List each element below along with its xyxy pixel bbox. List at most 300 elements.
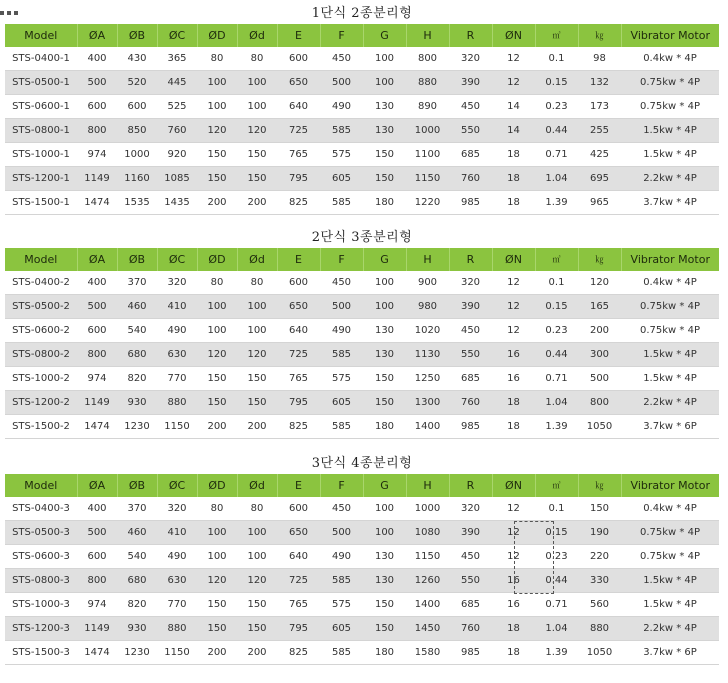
column-header: ØD bbox=[197, 474, 237, 497]
spec-cell: 770 bbox=[157, 367, 197, 391]
model-cell: STS-1200-1 bbox=[5, 167, 77, 191]
spec-cell: 430 bbox=[117, 47, 157, 71]
spec-cell: 16 bbox=[492, 367, 535, 391]
spec-cell: 500 bbox=[77, 71, 117, 95]
table-row bbox=[5, 71, 719, 95]
spec-cell: 0.71 bbox=[535, 143, 578, 167]
spec-cell: 1230 bbox=[117, 415, 157, 439]
spec-cell: 825 bbox=[277, 641, 320, 665]
spec-cell: 220 bbox=[578, 545, 621, 569]
spec-cell: 985 bbox=[449, 415, 492, 439]
spec-cell: 0.23 bbox=[535, 95, 578, 119]
spec-cell: 685 bbox=[449, 143, 492, 167]
spec-cell: 1149 bbox=[77, 391, 117, 415]
spec-cell: 190 bbox=[578, 521, 621, 545]
column-header: H bbox=[406, 474, 449, 497]
spec-cell: 0.71 bbox=[535, 367, 578, 391]
table-row bbox=[5, 319, 719, 343]
spec-cell: 80 bbox=[237, 497, 277, 521]
spec-cell: 795 bbox=[277, 391, 320, 415]
spec-cell: 80 bbox=[197, 271, 237, 295]
column-header: R bbox=[449, 24, 492, 47]
model-cell: STS-1500-1 bbox=[5, 191, 77, 215]
spec-cell: 100 bbox=[197, 319, 237, 343]
spec-cell: 600 bbox=[277, 47, 320, 71]
spec-cell: 150 bbox=[363, 391, 406, 415]
spec-cell: 14 bbox=[492, 119, 535, 143]
spec-cell: 0.23 bbox=[535, 319, 578, 343]
spec-cell: 605 bbox=[320, 617, 363, 641]
column-header: Model bbox=[5, 24, 77, 47]
spec-cell: 150 bbox=[237, 143, 277, 167]
spec-cell: 1130 bbox=[406, 343, 449, 367]
column-header: Ød bbox=[237, 24, 277, 47]
spec-cell: 0.4kw * 4P bbox=[621, 497, 719, 521]
column-header: R bbox=[449, 248, 492, 271]
spec-cell: 180 bbox=[363, 415, 406, 439]
spec-cell: 1474 bbox=[77, 191, 117, 215]
spec-cell: 1400 bbox=[406, 593, 449, 617]
spec-cell: 490 bbox=[157, 319, 197, 343]
spec-cell: 600 bbox=[77, 95, 117, 119]
spec-cell: 200 bbox=[237, 191, 277, 215]
table-row bbox=[5, 593, 719, 617]
column-header: ØB bbox=[117, 24, 157, 47]
spec-cell: 390 bbox=[449, 71, 492, 95]
spec-cell: 120 bbox=[197, 343, 237, 367]
spec-cell: 320 bbox=[449, 47, 492, 71]
column-header: ㎏ bbox=[578, 24, 621, 47]
table-row bbox=[5, 167, 719, 191]
spec-cell: 695 bbox=[578, 167, 621, 191]
spec-cell: 850 bbox=[117, 119, 157, 143]
spec-cell: 500 bbox=[77, 521, 117, 545]
spec-cell: 1260 bbox=[406, 569, 449, 593]
model-cell: STS-1000-2 bbox=[5, 367, 77, 391]
spec-cell: 560 bbox=[578, 593, 621, 617]
spec-cell: 80 bbox=[237, 47, 277, 71]
spec-cell: 100 bbox=[197, 71, 237, 95]
spec-cell: 150 bbox=[197, 593, 237, 617]
spec-cell: 1080 bbox=[406, 521, 449, 545]
spec-cell: 0.44 bbox=[535, 119, 578, 143]
spec-cell: 605 bbox=[320, 167, 363, 191]
spec-cell: 1150 bbox=[406, 545, 449, 569]
spec-cell: 520 bbox=[117, 71, 157, 95]
column-header: ØN bbox=[492, 474, 535, 497]
column-header: H bbox=[406, 248, 449, 271]
spec-cell: 585 bbox=[320, 119, 363, 143]
section-1 bbox=[5, 4, 719, 215]
spec-cell: 600 bbox=[77, 319, 117, 343]
spec-cell: 100 bbox=[363, 47, 406, 71]
spec-cell: 18 bbox=[492, 143, 535, 167]
spec-cell: 1149 bbox=[77, 167, 117, 191]
spec-cell: 1000 bbox=[406, 497, 449, 521]
spec-cell: 985 bbox=[449, 641, 492, 665]
spec-cell: 130 bbox=[363, 343, 406, 367]
model-cell: STS-0600-2 bbox=[5, 319, 77, 343]
spec-cell: 18 bbox=[492, 167, 535, 191]
spec-cell: 500 bbox=[320, 295, 363, 319]
spec-cell: 800 bbox=[77, 569, 117, 593]
spec-cell: 540 bbox=[117, 545, 157, 569]
spec-cell: 1.39 bbox=[535, 191, 578, 215]
spec-cell: 100 bbox=[237, 319, 277, 343]
spec-cell: 585 bbox=[320, 569, 363, 593]
spec-cell: 130 bbox=[363, 569, 406, 593]
spec-cell: 0.75kw * 4P bbox=[621, 95, 719, 119]
spec-cell: 0.75kw * 4P bbox=[621, 71, 719, 95]
spec-cell: 1.04 bbox=[535, 391, 578, 415]
spec-cell: 725 bbox=[277, 119, 320, 143]
spec-cell: 760 bbox=[157, 119, 197, 143]
table-row bbox=[5, 415, 719, 439]
spec-cell: 450 bbox=[320, 271, 363, 295]
column-header: ØC bbox=[157, 474, 197, 497]
column-header: ㎏ bbox=[578, 248, 621, 271]
spec-cell: 585 bbox=[320, 191, 363, 215]
spec-cell: 173 bbox=[578, 95, 621, 119]
model-cell: STS-0600-1 bbox=[5, 95, 77, 119]
spec-cell: 0.15 bbox=[535, 295, 578, 319]
column-header: E bbox=[277, 24, 320, 47]
spec-cell: 320 bbox=[449, 271, 492, 295]
spec-cell: 680 bbox=[117, 569, 157, 593]
spec-cell: 150 bbox=[363, 167, 406, 191]
spec-cell: 0.75kw * 4P bbox=[621, 295, 719, 319]
spec-cell: 200 bbox=[197, 641, 237, 665]
spec-cell: 550 bbox=[449, 343, 492, 367]
spec-cell: 98 bbox=[578, 47, 621, 71]
spec-cell: 930 bbox=[117, 617, 157, 641]
spec-cell: 150 bbox=[197, 367, 237, 391]
spec-cell: 390 bbox=[449, 295, 492, 319]
model-cell: STS-1000-3 bbox=[5, 593, 77, 617]
column-header: H bbox=[406, 24, 449, 47]
spec-cell: 150 bbox=[237, 593, 277, 617]
column-header: ØB bbox=[117, 248, 157, 271]
spec-cell: 450 bbox=[320, 497, 363, 521]
spec-cell: 100 bbox=[237, 295, 277, 319]
spec-cell: 650 bbox=[277, 295, 320, 319]
column-header: F bbox=[320, 474, 363, 497]
spec-cell: 725 bbox=[277, 343, 320, 367]
spec-cell: 445 bbox=[157, 71, 197, 95]
spec-cell: 100 bbox=[363, 521, 406, 545]
spec-cell: 600 bbox=[117, 95, 157, 119]
spec-cell: 200 bbox=[197, 191, 237, 215]
spec-cell: 550 bbox=[449, 119, 492, 143]
spec-cell: 600 bbox=[77, 545, 117, 569]
spec-cell: 1.5kw * 4P bbox=[621, 143, 719, 167]
spec-cell: 12 bbox=[492, 47, 535, 71]
spec-table bbox=[5, 474, 719, 665]
spec-cell: 12 bbox=[492, 521, 535, 545]
spec-cell: 490 bbox=[320, 95, 363, 119]
spec-cell: 795 bbox=[277, 617, 320, 641]
spec-cell: 425 bbox=[578, 143, 621, 167]
spec-cell: 450 bbox=[449, 95, 492, 119]
table-row bbox=[5, 497, 719, 521]
spec-cell: 150 bbox=[237, 391, 277, 415]
spec-cell: 1250 bbox=[406, 367, 449, 391]
spec-cell: 880 bbox=[406, 71, 449, 95]
spec-cell: 974 bbox=[77, 367, 117, 391]
spec-cell: 1149 bbox=[77, 617, 117, 641]
spec-cell: 12 bbox=[492, 319, 535, 343]
spec-cell: 920 bbox=[157, 143, 197, 167]
model-cell: STS-1500-3 bbox=[5, 641, 77, 665]
spec-cell: 1.39 bbox=[535, 641, 578, 665]
model-cell: STS-0400-2 bbox=[5, 271, 77, 295]
spec-cell: 800 bbox=[406, 47, 449, 71]
spec-cell: 300 bbox=[578, 343, 621, 367]
spec-cell: 680 bbox=[117, 343, 157, 367]
spec-cell: 150 bbox=[363, 367, 406, 391]
spec-cell: 585 bbox=[320, 415, 363, 439]
column-header: ㎥ bbox=[535, 474, 578, 497]
spec-cell: 1150 bbox=[157, 641, 197, 665]
spec-cell: 965 bbox=[578, 191, 621, 215]
table-row bbox=[5, 521, 719, 545]
spec-cell: 130 bbox=[363, 319, 406, 343]
spec-cell: 490 bbox=[157, 545, 197, 569]
model-cell: STS-0500-2 bbox=[5, 295, 77, 319]
spec-cell: 820 bbox=[117, 367, 157, 391]
spec-cell: 1.5kw * 4P bbox=[621, 593, 719, 617]
spec-cell: 575 bbox=[320, 143, 363, 167]
column-header: Ød bbox=[237, 248, 277, 271]
spec-cell: 100 bbox=[237, 71, 277, 95]
model-cell: STS-1200-3 bbox=[5, 617, 77, 641]
spec-cell: 2.2kw * 4P bbox=[621, 617, 719, 641]
spec-cell: 390 bbox=[449, 521, 492, 545]
spec-cell: 18 bbox=[492, 191, 535, 215]
spec-cell: 120 bbox=[237, 119, 277, 143]
spec-cell: 3.7kw * 4P bbox=[621, 191, 719, 215]
column-header: Ød bbox=[237, 474, 277, 497]
spec-cell: 150 bbox=[363, 593, 406, 617]
spec-cell: 12 bbox=[492, 71, 535, 95]
spec-cell: 100 bbox=[197, 521, 237, 545]
spec-cell: 880 bbox=[578, 617, 621, 641]
spec-cell: 255 bbox=[578, 119, 621, 143]
spec-cell: 1300 bbox=[406, 391, 449, 415]
spec-cell: 825 bbox=[277, 415, 320, 439]
spec-cell: 100 bbox=[197, 95, 237, 119]
spec-cell: 525 bbox=[157, 95, 197, 119]
column-header: ㎏ bbox=[578, 474, 621, 497]
spec-cell: 1474 bbox=[77, 415, 117, 439]
spec-cell: 0.1 bbox=[535, 271, 578, 295]
column-header: F bbox=[320, 24, 363, 47]
spec-cell: 540 bbox=[117, 319, 157, 343]
spec-cell: 400 bbox=[77, 47, 117, 71]
spec-cell: 3.7kw * 6P bbox=[621, 641, 719, 665]
spec-cell: 650 bbox=[277, 521, 320, 545]
spec-cell: 1.04 bbox=[535, 617, 578, 641]
column-header: ØC bbox=[157, 24, 197, 47]
spec-table bbox=[5, 248, 719, 439]
spec-cell: 880 bbox=[157, 617, 197, 641]
section-title: 1단식 2종분리형 bbox=[311, 6, 413, 21]
spec-cell: 0.15 bbox=[535, 71, 578, 95]
spec-cell: 500 bbox=[77, 295, 117, 319]
spec-cell: 132 bbox=[578, 71, 621, 95]
column-header: ØA bbox=[77, 248, 117, 271]
spec-cell: 100 bbox=[237, 545, 277, 569]
spec-cell: 765 bbox=[277, 367, 320, 391]
table-row bbox=[5, 617, 719, 641]
spec-cell: 0.75kw * 4P bbox=[621, 545, 719, 569]
column-header: E bbox=[277, 248, 320, 271]
spec-cell: 550 bbox=[449, 569, 492, 593]
table-row bbox=[5, 119, 719, 143]
spec-cell: 800 bbox=[77, 343, 117, 367]
model-cell: STS-0800-2 bbox=[5, 343, 77, 367]
column-header: Vibrator Motor bbox=[621, 24, 719, 47]
spec-cell: 0.4kw * 4P bbox=[621, 271, 719, 295]
spec-cell: 640 bbox=[277, 319, 320, 343]
spec-cell: 765 bbox=[277, 143, 320, 167]
spec-cell: 1160 bbox=[117, 167, 157, 191]
spec-cell: 330 bbox=[578, 569, 621, 593]
spec-cell: 16 bbox=[492, 569, 535, 593]
spec-cell: 320 bbox=[449, 497, 492, 521]
column-header: ㎥ bbox=[535, 24, 578, 47]
table-row bbox=[5, 295, 719, 319]
spec-cell: 150 bbox=[578, 497, 621, 521]
column-header: Model bbox=[5, 474, 77, 497]
column-header: E bbox=[277, 474, 320, 497]
spec-cell: 80 bbox=[237, 271, 277, 295]
spec-cell: 630 bbox=[157, 343, 197, 367]
column-header: ØC bbox=[157, 248, 197, 271]
model-cell: STS-1000-1 bbox=[5, 143, 77, 167]
spec-cell: 490 bbox=[320, 319, 363, 343]
spec-cell: 100 bbox=[237, 95, 277, 119]
spec-table bbox=[5, 24, 719, 215]
spec-cell: 18 bbox=[492, 617, 535, 641]
spec-cell: 585 bbox=[320, 641, 363, 665]
spec-cell: 1.5kw * 4P bbox=[621, 367, 719, 391]
spec-cell: 1535 bbox=[117, 191, 157, 215]
spec-cell: 410 bbox=[157, 521, 197, 545]
spec-cell: 1050 bbox=[578, 415, 621, 439]
spec-cell: 0.4kw * 4P bbox=[621, 47, 719, 71]
section-title: 2단식 3종분리형 bbox=[311, 230, 413, 245]
spec-cell: 974 bbox=[77, 143, 117, 167]
spec-cell: 1435 bbox=[157, 191, 197, 215]
spec-cell: 370 bbox=[117, 497, 157, 521]
spec-cell: 150 bbox=[237, 367, 277, 391]
spec-cell: 725 bbox=[277, 569, 320, 593]
column-header: R bbox=[449, 474, 492, 497]
header-row bbox=[5, 24, 719, 47]
spec-cell: 200 bbox=[578, 319, 621, 343]
spec-cell: 450 bbox=[449, 545, 492, 569]
spec-cell: 1450 bbox=[406, 617, 449, 641]
model-cell: STS-1500-2 bbox=[5, 415, 77, 439]
spec-cell: 100 bbox=[197, 295, 237, 319]
spec-cell: 450 bbox=[449, 319, 492, 343]
header-row bbox=[5, 248, 719, 271]
model-cell: STS-0600-3 bbox=[5, 545, 77, 569]
spec-cell: 100 bbox=[197, 545, 237, 569]
section-2 bbox=[5, 228, 719, 439]
section-3 bbox=[5, 454, 719, 665]
model-cell: STS-0500-1 bbox=[5, 71, 77, 95]
column-header: ØD bbox=[197, 248, 237, 271]
spec-cell: 100 bbox=[363, 497, 406, 521]
spec-cell: 320 bbox=[157, 497, 197, 521]
spec-cell: 800 bbox=[578, 391, 621, 415]
spec-cell: 0.75kw * 4P bbox=[621, 319, 719, 343]
spec-cell: 1020 bbox=[406, 319, 449, 343]
spec-cell: 930 bbox=[117, 391, 157, 415]
spec-cell: 0.1 bbox=[535, 497, 578, 521]
spec-cell: 80 bbox=[197, 47, 237, 71]
spec-cell: 685 bbox=[449, 593, 492, 617]
spec-cell: 400 bbox=[77, 271, 117, 295]
spec-cell: 365 bbox=[157, 47, 197, 71]
spec-cell: 490 bbox=[320, 545, 363, 569]
spec-cell: 575 bbox=[320, 593, 363, 617]
spec-cell: 880 bbox=[157, 391, 197, 415]
spec-cell: 80 bbox=[197, 497, 237, 521]
table-row bbox=[5, 191, 719, 215]
spec-cell: 150 bbox=[197, 143, 237, 167]
spec-cell: 1.5kw * 4P bbox=[621, 569, 719, 593]
column-header: Model bbox=[5, 248, 77, 271]
column-header: G bbox=[363, 24, 406, 47]
spec-cell: 605 bbox=[320, 391, 363, 415]
spec-cell: 100 bbox=[363, 71, 406, 95]
spec-cell: 150 bbox=[197, 617, 237, 641]
spec-cell: 500 bbox=[320, 521, 363, 545]
model-cell: STS-0400-1 bbox=[5, 47, 77, 71]
spec-cell: 180 bbox=[363, 641, 406, 665]
table-row bbox=[5, 367, 719, 391]
spec-cell: 100 bbox=[363, 295, 406, 319]
model-cell: STS-0800-1 bbox=[5, 119, 77, 143]
spec-cell: 600 bbox=[277, 271, 320, 295]
spec-cell: 150 bbox=[237, 617, 277, 641]
spec-cell: 1474 bbox=[77, 641, 117, 665]
spec-cell: 1.5kw * 4P bbox=[621, 343, 719, 367]
spec-cell: 120 bbox=[197, 569, 237, 593]
column-header: ØA bbox=[77, 24, 117, 47]
spec-cell: 16 bbox=[492, 343, 535, 367]
spec-cell: 500 bbox=[578, 367, 621, 391]
spec-cell: 450 bbox=[320, 47, 363, 71]
column-header: ØB bbox=[117, 474, 157, 497]
column-header: G bbox=[363, 248, 406, 271]
spec-cell: 1085 bbox=[157, 167, 197, 191]
spec-cell: 18 bbox=[492, 641, 535, 665]
column-header: ØN bbox=[492, 24, 535, 47]
column-header: Vibrator Motor bbox=[621, 248, 719, 271]
spec-cell: 890 bbox=[406, 95, 449, 119]
spec-cell: 400 bbox=[77, 497, 117, 521]
spec-cell: 410 bbox=[157, 295, 197, 319]
spec-cell: 800 bbox=[77, 119, 117, 143]
spec-cell: 820 bbox=[117, 593, 157, 617]
spec-cell: 200 bbox=[197, 415, 237, 439]
spec-cell: 1150 bbox=[406, 167, 449, 191]
spec-cell: 575 bbox=[320, 367, 363, 391]
